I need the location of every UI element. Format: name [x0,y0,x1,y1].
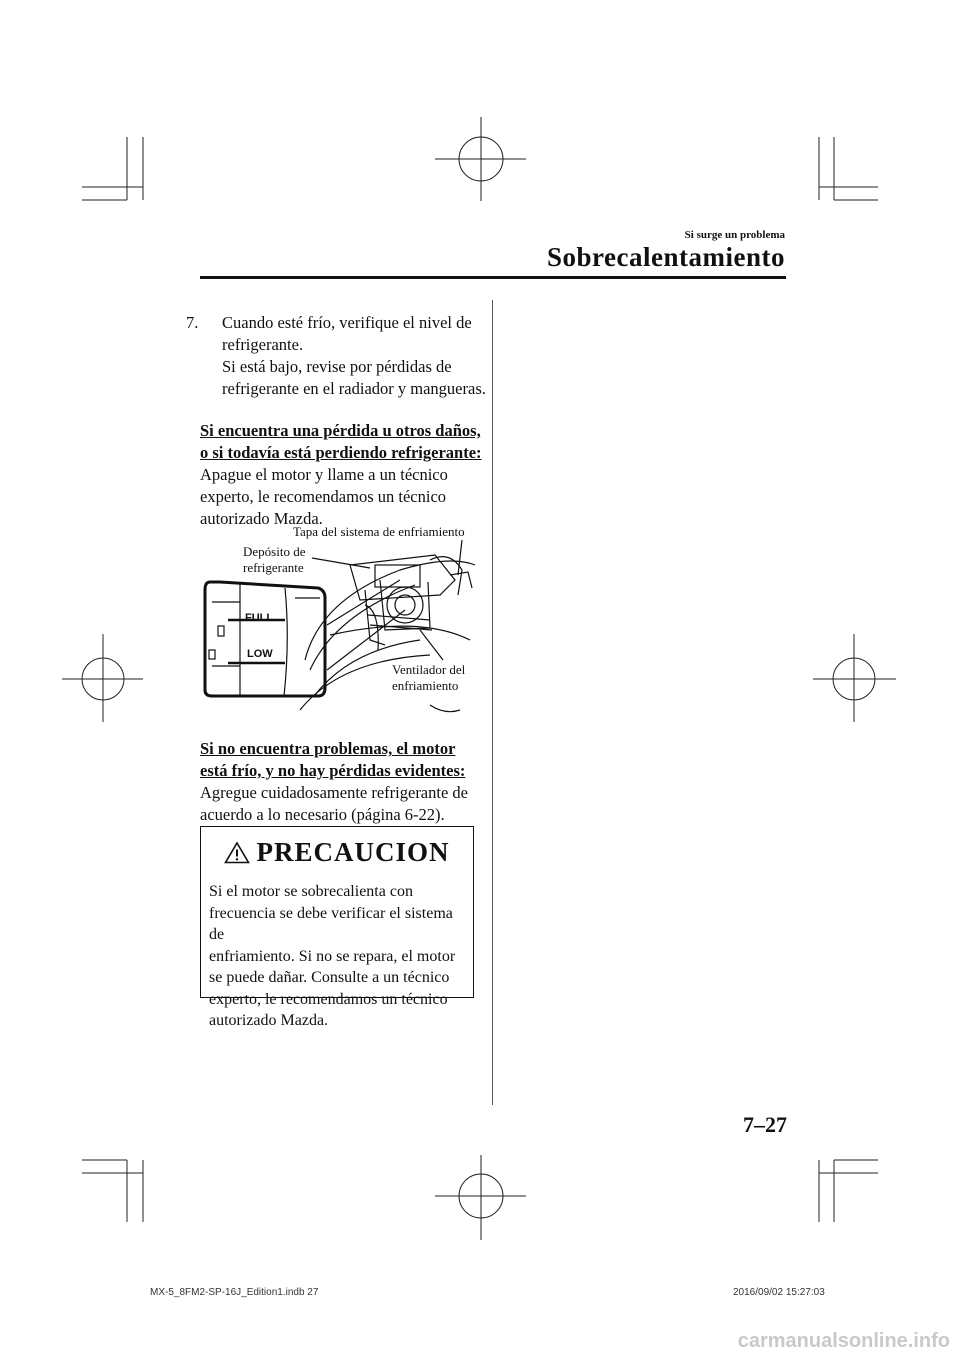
caution-line: autorizado Mazda. [209,1012,329,1029]
leak-paragraph-line: Apague el motor y llame a un técnico [200,465,448,484]
header-rule [200,276,786,279]
no-leak-heading-line: está frío, y no hay pérdidas evidentes: [200,761,466,780]
leak-heading-line: o si todavía está perdiendo refrigerante: [200,443,482,462]
caution-line: experto, le recomendamos un técnico [209,990,448,1008]
label-line: refrigerante [243,560,304,575]
caution-line: enfriamiento. Si no se repara, el motor [209,947,456,965]
step-text-line: refrigerante. [222,335,304,354]
footer-timestamp: 2016/09/02 15:27:03 [733,1287,825,1298]
label-line: Ventilador del [392,662,466,677]
caution-line: frecuencia se debe verificar el sistema de [209,904,453,943]
column-divider [492,300,493,1105]
label-cooling-system-cap: Tapa del sistema de enfriamiento [293,524,465,539]
leak-paragraph-line: autorizado Mazda. [200,509,323,528]
caution-line: Si el motor se sobrecalienta con [209,883,413,900]
step-number: 7. [186,313,199,332]
full-mark: FULL [245,612,274,624]
label-cooling-fan [392,662,465,694]
footer-file-name: MX-5_8FM2-SP-16J_Edition1.indb 27 [150,1287,319,1298]
label-line: enfriamiento [392,678,459,693]
engine-bay-illustration [200,520,480,725]
no-leak-paragraph-line: Agregue cuidadosamente refrigerante de [200,783,468,802]
leak-heading-line: Si encuentra una pérdida u otros daños, [200,421,481,440]
warning-triangle-icon [224,841,250,864]
caution-title: PRECAUCION [256,837,450,867]
label-coolant-reservoir [243,544,305,576]
step-text-line: Si está bajo, revise por pérdidas de [222,357,452,376]
leak-paragraph-line: experto, le recomendamos un técnico [200,487,447,506]
low-mark: LOW [247,648,273,660]
caution-heading [201,837,473,877]
label-line: Depósito de [243,544,306,559]
step-text-line: refrigerante en el radiador y mangueras. [222,379,486,398]
coolant-reservoir-figure [200,520,480,725]
caution-text [209,881,471,1032]
step-7 [186,312,486,400]
no-leak-paragraph-line: acuerdo a lo necesario (página 6-22). [200,805,445,824]
caution-box [200,826,474,1029]
leak-heading [200,420,490,464]
section-label: Si surge un problema [684,229,785,241]
page-number: 7–27 [743,1112,787,1137]
caution-line: se puede dañar. Consulte a un técnico [209,969,450,986]
section-title: Sobrecalentamiento [547,242,785,272]
no-leak-heading-line: Si no encuentra problemas, el motor [200,739,456,758]
step-text-line: Cuando esté frío, verifique el nivel de [222,313,472,332]
no-leak-paragraph [200,782,490,826]
site-watermark: carmanualsonline.info [737,1330,950,1352]
no-leak-heading [200,738,490,782]
